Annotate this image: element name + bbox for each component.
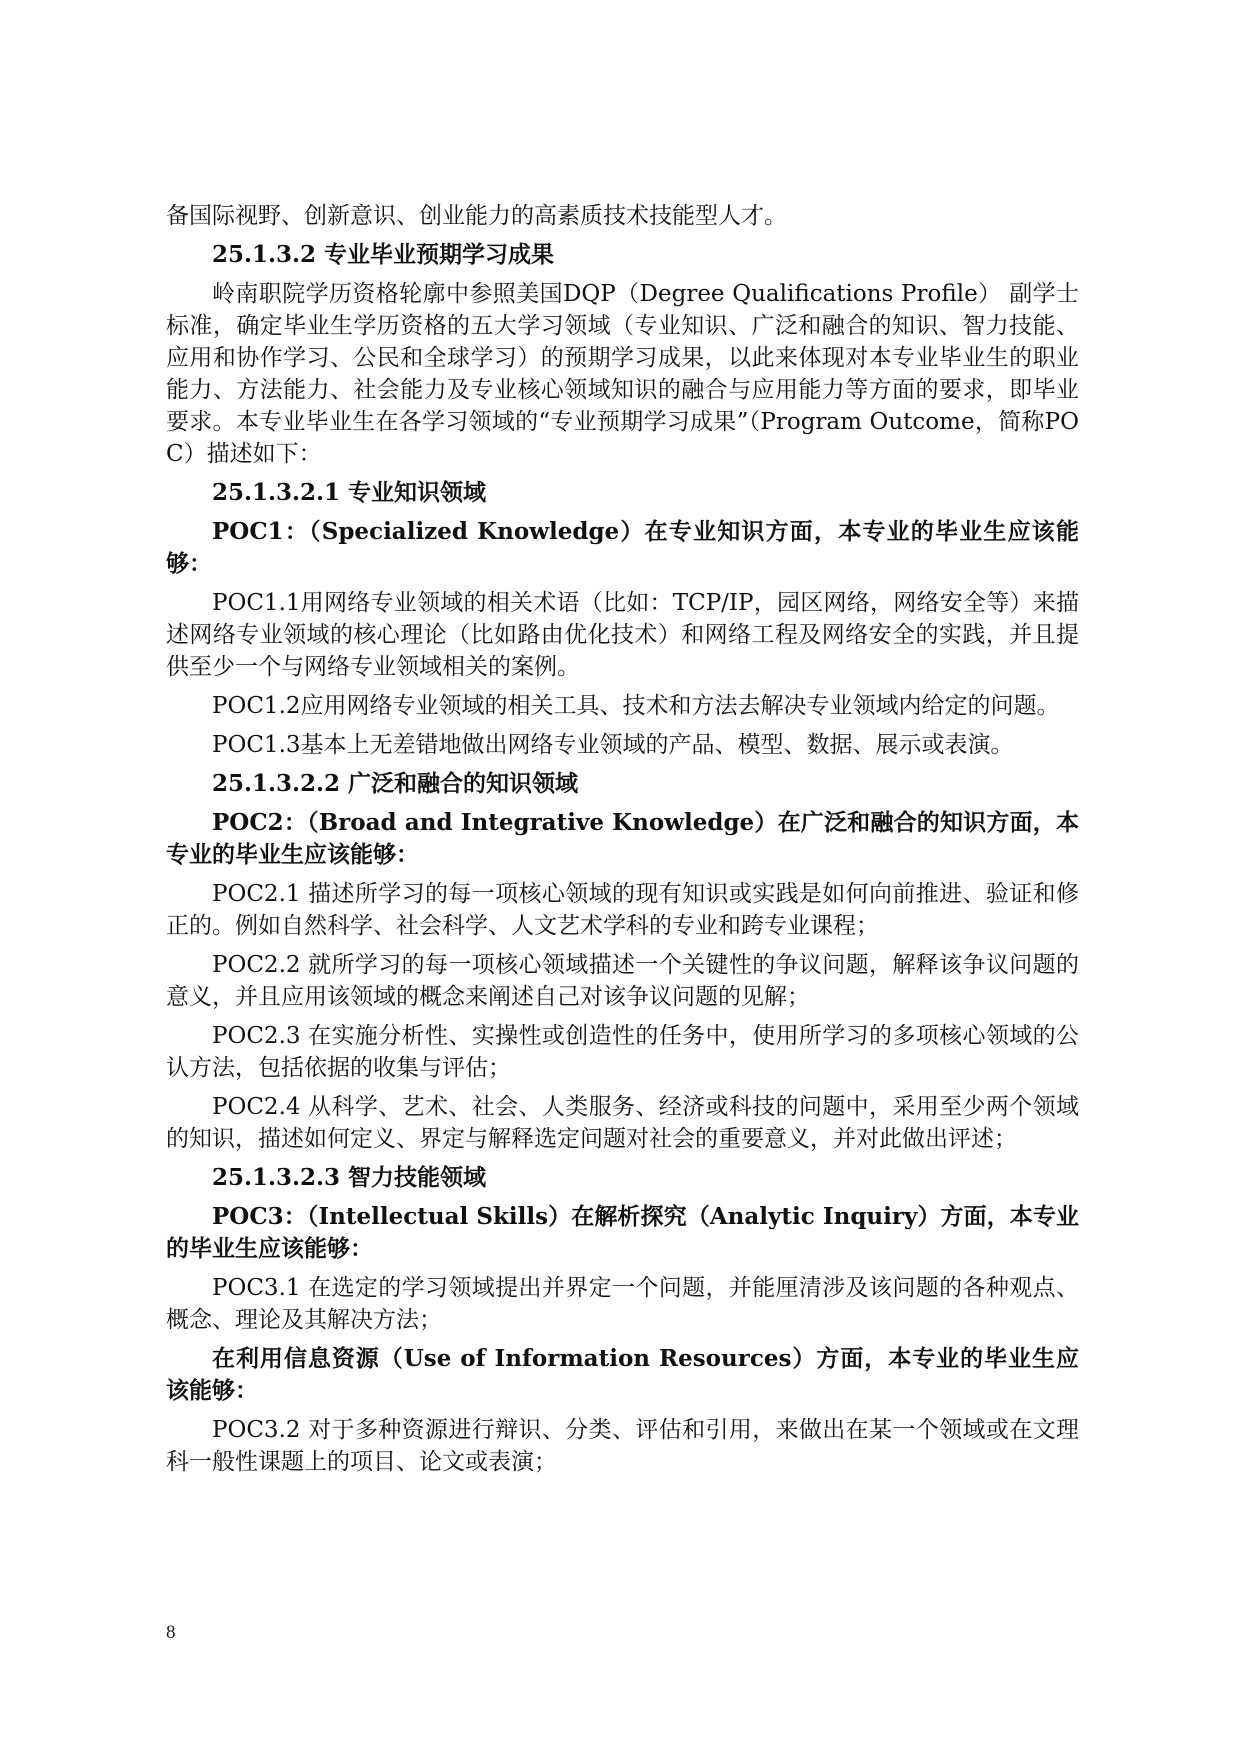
poc2-3-item: POC2.3 在实施分析性、实操性或创造性的任务中，使用所学习的多项核心领域的公认方法，包括依据的收集与评估； <box>166 1023 1079 1081</box>
paragraph-intro: 岭南职院学历资格轮廓中参照美国DQP（Degree Qualifications Profile） 副学士标准，确定毕业生学历资格的五大学习领域（专业知识、广泛和融合的知识、智力技能、应用和协作学习、公民和全球学习）的预期学习成果，以此来体现对本专业毕业生的职业能力、方法能力、社会能力及专业核心领域知识的融合与应用能力等方面的要求，即毕业要求。本专业毕业生在各学习领域的“专业预期学习成果”（Program Outcome，简称POC）描述如下： <box>166 281 1079 467</box>
poc2-4-item: POC2.4 从科学、艺术、社会、人类服务、经济或科技的问题中，采用至少两个领域的知识，描述如何定义、界定与解释选定问题对社会的重要意义，并对此做出评述； <box>166 1094 1079 1152</box>
poc3-heading: POC3：（Intellectual Skills）在解析探究（Analytic Inquiry）方面，本专业的毕业生应该能够： <box>166 1203 1079 1262</box>
poc3-1-item: POC3.1 在选定的学习领域提出并界定一个问题，并能厘清涉及该问题的各种观点、概念、理论及其解决方法； <box>166 1275 1079 1333</box>
poc1-2-item: POC1.2应用网络专业领域的相关工具、技术和方法去解决专业领域内给定的问题。 <box>212 693 1060 719</box>
information-resources-heading: 在利用信息资源（Use of Information Resources）方面，本专业的毕业生应该能够： <box>166 1345 1079 1404</box>
poc3-2-item: POC3.2 对于多种资源进行辩识、分类、评估和引用，来做出在某一个领域或在文理科一般性课题上的项目、论文或表演； <box>166 1417 1079 1475</box>
poc2-heading: POC2：（Broad and Integrative Knowledge）在广泛和融合的知识方面，本专业的毕业生应该能够： <box>166 809 1079 868</box>
section-heading-25-1-3-2-3: 25.1.3.2.3 智力技能领域 <box>212 1164 487 1191</box>
section-heading-25-1-3-2-1: 25.1.3.2.1 专业知识领域 <box>212 479 487 506</box>
poc2-2-item: POC2.2 就所学习的每一项核心领域描述一个关键性的争议问题，解释该争议问题的意义，并且应用该领域的概念来阐述自己对该争议问题的见解； <box>166 952 1079 1010</box>
section-heading-25-1-3-2: 25.1.3.2 专业毕业预期学习成果 <box>212 241 555 268</box>
poc1-3-item: POC1.3基本上无差错地做出网络专业领域的产品、模型、数据、展示或表演。 <box>212 732 1014 758</box>
poc1-heading: POC1：（Specialized Knowledge）在专业知识方面，本专业的毕业生应该能够： <box>166 518 1079 577</box>
section-heading-25-1-3-2-2: 25.1.3.2.2 广泛和融合的知识领域 <box>212 770 579 797</box>
page-number: 8 <box>166 1622 176 1643</box>
poc1-1-item: POC1.1用网络专业领域的相关术语（比如：TCP/IP，园区网络，网络安全等）来描述网络专业领域的核心理论（比如路由优化技术）和网络工程及网络安全的实践，并且提供至少一个与网络专业领域相关的案例。 <box>166 590 1079 680</box>
paragraph-continuation: 备国际视野、创新意识、创业能力的高素质技术技能型人才。 <box>166 203 787 229</box>
poc2-1-item: POC2.1 描述所学习的每一项核心领域的现有知识或实践是如何向前推进、验证和修正的。例如自然科学、社会科学、人文艺术学科的专业和跨专业课程； <box>166 881 1079 939</box>
document-body <box>166 200 1079 1485</box>
